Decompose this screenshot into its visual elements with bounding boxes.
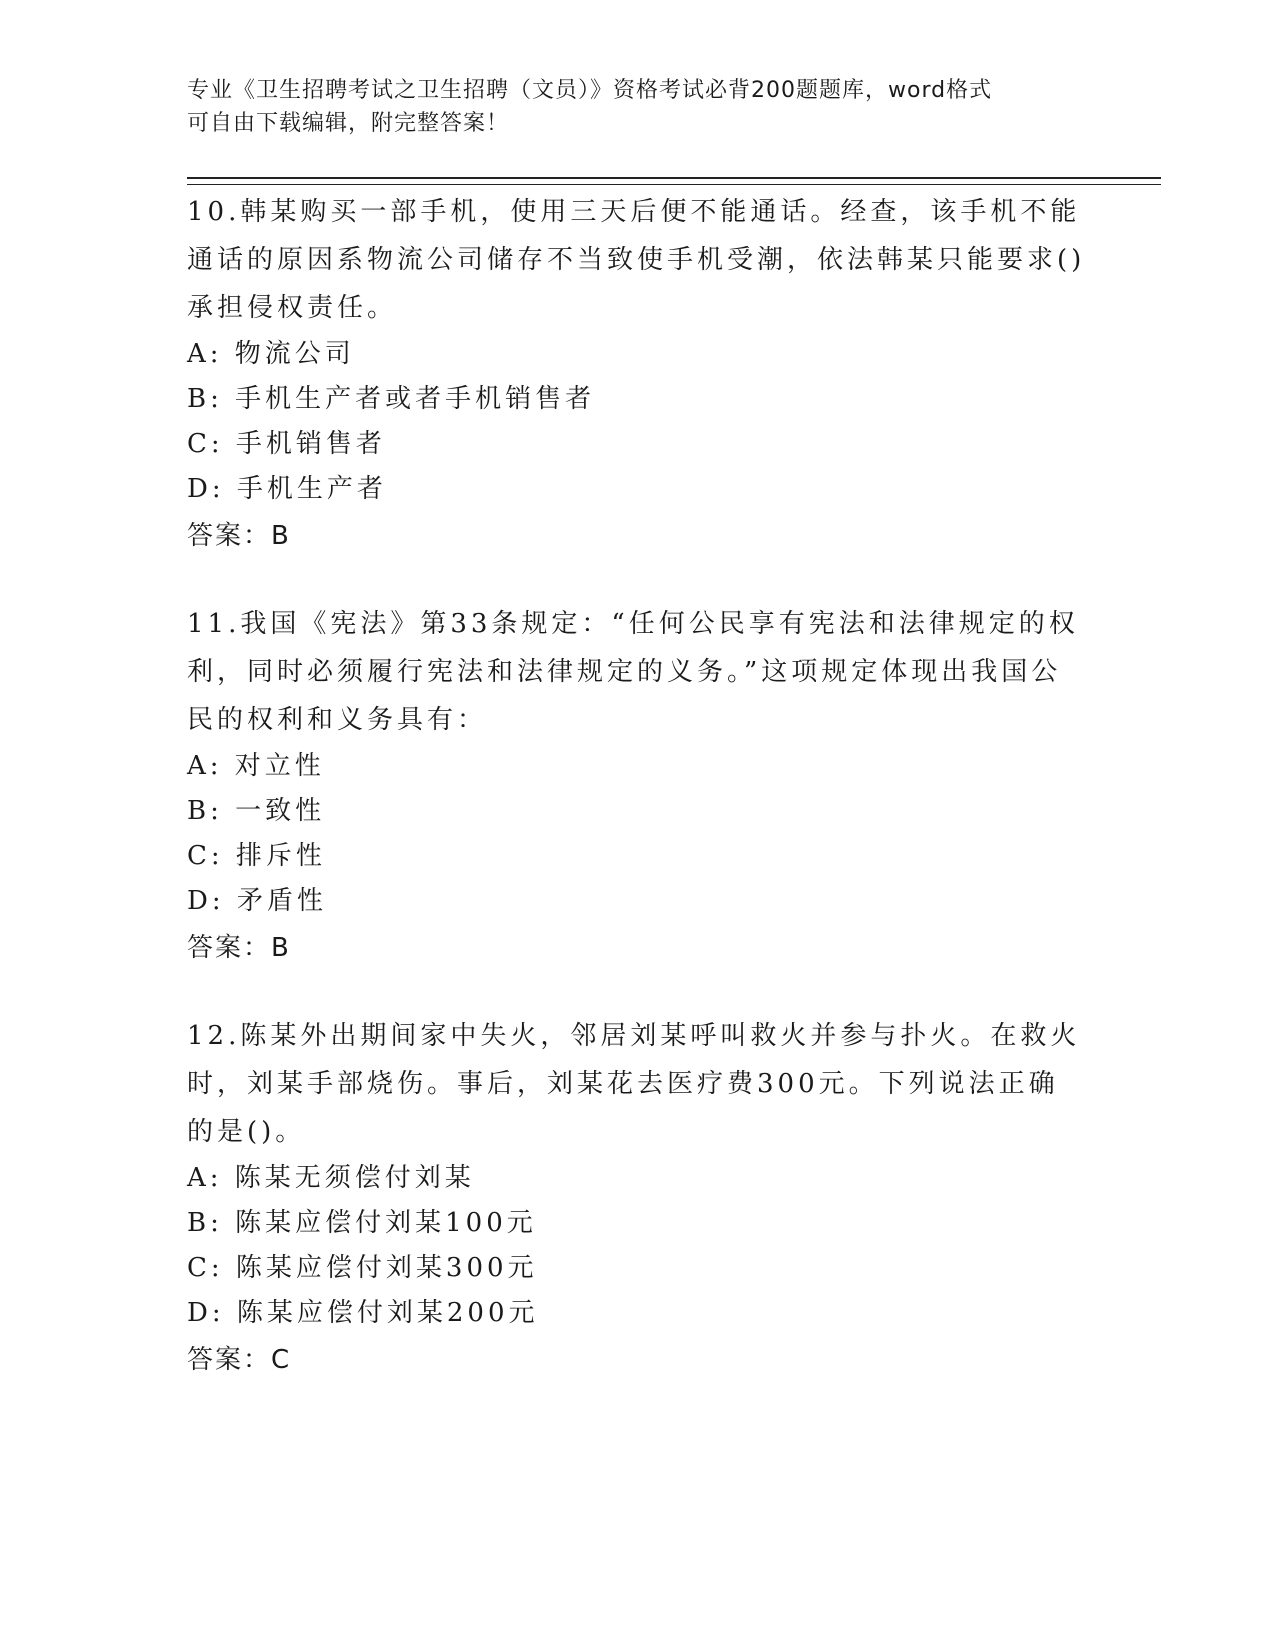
header-divider: [187, 177, 1161, 185]
question-stem: 10.韩某购买一部手机，使用三天后便不能通话。经查，该手机不能通话的原因系物流公司储存不当致使手机受潮，依法韩某只能要求()承担侵权责任。: [187, 197, 1086, 323]
question-12: [187, 1012, 1087, 1384]
header-line-1: 专业《卫生招聘考试之卫生招聘（文员）》资格考试必背200题题库，word格式: [187, 78, 993, 103]
answer-text: 答案：B: [187, 521, 291, 551]
question-stem: 12.陈某外出期间家中失火，邻居刘某呼叫救火并参与扑火。在救火时，刘某手部烧伤。事后，刘某花去医疗费300元。下列说法正确的是()。: [187, 1021, 1081, 1147]
answer-text: 答案：B: [187, 933, 291, 963]
header-line-2: 可自由下载编辑，附完整答案！: [187, 111, 510, 136]
question-stem: 11.我国《宪法》第33条规定：“任何公民享有宪法和法律规定的权利，同时必须履行宪法和法律规定的义务。”这项规定体现出我国公民的权利和义务具有：: [187, 609, 1079, 735]
option-a: A: 对立性: [187, 751, 325, 781]
option-a: A: 陈某无须偿付刘某: [187, 1163, 475, 1193]
option-d: D: 陈某应偿付刘某200元: [187, 1298, 539, 1328]
option-b: B: 陈某应偿付刘某100元: [187, 1208, 537, 1238]
option-d: D: 手机生产者: [187, 474, 387, 504]
option-b: B: 手机生产者或者手机销售者: [187, 384, 596, 414]
option-a: A: 物流公司: [187, 339, 355, 369]
question-10: [187, 188, 1087, 560]
question-11: [187, 600, 1087, 972]
option-c: C: 排斥性: [187, 841, 326, 871]
option-b: B: 一致性: [187, 796, 326, 826]
option-c: C: 手机销售者: [187, 429, 386, 459]
answer-text: 答案：C: [187, 1345, 292, 1375]
option-c: C: 陈某应偿付刘某300元: [187, 1253, 538, 1283]
option-d: D: 矛盾性: [187, 886, 327, 916]
document-header: [187, 74, 1087, 140]
